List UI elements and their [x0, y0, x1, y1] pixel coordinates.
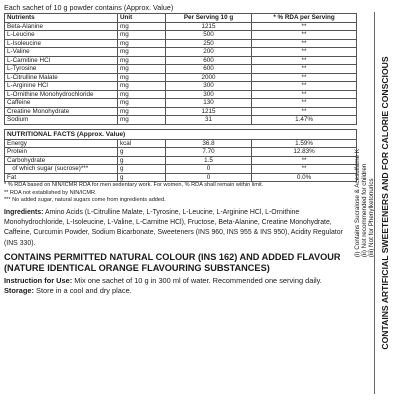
- fact-row-value: 0: [166, 165, 252, 174]
- fact-row-rda: **: [252, 165, 357, 174]
- nutrient-row: [5, 82, 357, 91]
- fact-row-unit: g: [118, 148, 166, 157]
- instruction-text: Mix one sachet of 10 g in 300 ml of water. Recommended one serving daily.: [72, 275, 322, 285]
- nutrient-row-value: 500: [166, 31, 252, 40]
- side-banner: CONTAINS ARTIFICIAL SWEETENERS AND FOR CALORIE CONSCIOUS: [380, 56, 390, 350]
- fact-row: [5, 165, 357, 174]
- header-nutrients: Nutrients: [5, 14, 118, 23]
- nutrient-row-value: 130: [166, 99, 252, 108]
- nutrient-row-rda: **: [252, 82, 357, 91]
- nutrient-row-value: 300: [166, 82, 252, 91]
- fact-row: [5, 173, 357, 182]
- instruction: [4, 276, 356, 286]
- storage-label: Storage:: [4, 285, 34, 295]
- fact-row-name: Energy: [5, 139, 118, 148]
- nutrient-row-unit: mg: [118, 99, 166, 108]
- side-note-2: (ii) Not recommended for children: [360, 163, 368, 258]
- side-note-1: (i) Contains Sucralose & Acesulfame K: [353, 148, 361, 258]
- storage-text: Store in a cool and dry place.: [33, 285, 132, 295]
- nutrient-row-unit: mg: [118, 73, 166, 82]
- nutrient-row-name: L-Arginine HCl: [5, 82, 118, 91]
- nutrient-row: [5, 99, 357, 108]
- nutrient-row-unit: mg: [118, 39, 166, 48]
- nutrient-row: [5, 73, 357, 82]
- ingredients-text: Amino Acids (L-Citrulline Malate, L-Tyrosine, L-Leucine, L-Arginine HCl, L-Ornithine Monohydrochloride, L-Isoleucine, L-Valine, L-Carnitne HCl), Fructose, Beta-Alanine, Creatine Monohydrate, Caffeine, Curcumin Powder, Sodium Bicarbonate, Sweeteners (INS 960, INS 955 & INS 950), Acidity Regulator (INS 330).: [4, 208, 343, 247]
- side-divider: [374, 12, 375, 394]
- fact-row-rda: 0.0%: [252, 173, 357, 182]
- nutrient-row-rda: **: [252, 107, 357, 116]
- fact-row-rda: 1.59%: [252, 139, 357, 148]
- nutrient-row: [5, 90, 357, 99]
- header-rda: * % RDA per Serving: [252, 14, 357, 23]
- nutrient-row-rda: **: [252, 99, 357, 108]
- fact-row-rda: 12.83%: [252, 148, 357, 157]
- nutrient-row-unit: mg: [118, 116, 166, 125]
- nutrient-row-rda: **: [252, 73, 357, 82]
- fact-row: [5, 139, 357, 148]
- nutrient-row: [5, 22, 357, 31]
- fact-row-name: Protein: [5, 148, 118, 157]
- nutrient-row-rda: **: [252, 22, 357, 31]
- nutrient-row-value: 600: [166, 65, 252, 74]
- nutrient-row-unit: mg: [118, 31, 166, 40]
- nutrient-row-value: 2000: [166, 73, 252, 82]
- storage: [4, 286, 356, 296]
- label-panel: [4, 3, 356, 296]
- nutrient-row-name: L-Isoleucine: [5, 39, 118, 48]
- fact-row-value: 0: [166, 173, 252, 182]
- nutrient-row-name: Caffeine: [5, 99, 118, 108]
- nutrient-row-name: L-Valine: [5, 48, 118, 57]
- side-note-3: (iii) Not for Phenylketonurics: [367, 178, 375, 258]
- side-banner-wrap: [378, 10, 392, 396]
- nutrient-row-name: L-Ornithine Monohydrochloride: [5, 90, 118, 99]
- fact-row-name: of which sugar (sucrose)***: [5, 165, 118, 174]
- nutrient-row-unit: mg: [118, 22, 166, 31]
- nutrient-row-name: L-Tyrosine: [5, 65, 118, 74]
- nutrient-row-unit: mg: [118, 56, 166, 65]
- nutrient-row-name: L-Citrulline Malate: [5, 73, 118, 82]
- nutrient-row-rda: **: [252, 65, 357, 74]
- fact-row: [5, 148, 357, 157]
- header-per-serving: Per Serving 10 g: [166, 14, 252, 23]
- nutrient-row-name: Beta-Alanine: [5, 22, 118, 31]
- nutrient-row-value: 1215: [166, 22, 252, 31]
- nutrient-row: [5, 56, 357, 65]
- header-unit: Unit: [118, 14, 166, 23]
- fact-row-unit: g: [118, 156, 166, 165]
- fact-row-unit: g: [118, 165, 166, 174]
- nutrient-row-rda: 1.47%: [252, 116, 357, 125]
- fact-row-rda: **: [252, 156, 357, 165]
- nutrient-row-unit: mg: [118, 90, 166, 99]
- nutrient-row: [5, 48, 357, 57]
- footnotes: [4, 182, 356, 205]
- nutrients-body: [5, 22, 357, 124]
- fact-row: [5, 156, 357, 165]
- nutrients-header-row: [5, 14, 357, 23]
- fact-row-value: 1.5: [166, 156, 252, 165]
- nutrient-row-rda: **: [252, 90, 357, 99]
- nutrition-facts-body: [5, 129, 357, 182]
- nutrition-facts-title: NUTRITIONAL FACTS (Approx. Value): [5, 129, 357, 139]
- nutrient-row-value: 250: [166, 39, 252, 48]
- ingredients-label: Ingredients:: [4, 208, 44, 216]
- nutrient-row-value: 200: [166, 48, 252, 57]
- nutrient-row-rda: **: [252, 39, 357, 48]
- footnote-2: ** RDA not established by NIN/ICMR.: [4, 189, 97, 196]
- nutrient-row-value: 300: [166, 90, 252, 99]
- nutrient-row-name: L-Carnitine HCl: [5, 56, 118, 65]
- footnote-1: * % RDA based on NIN/ICMR RDA for men sedentary work. For women, % RDA shall remain within limit.: [4, 182, 264, 188]
- fact-row-value: 7.70: [166, 148, 252, 157]
- nutrient-row-unit: mg: [118, 48, 166, 57]
- fact-row-value: 36.8: [166, 139, 252, 148]
- nutrient-row: [5, 65, 357, 74]
- nutrient-row: [5, 39, 357, 48]
- ingredients: [4, 208, 356, 249]
- nutrient-row-name: Creatine Monohydrate: [5, 107, 118, 116]
- nutrient-row-rda: **: [252, 56, 357, 65]
- sachet-note: Each sachet of 10 g powder contains (Approx. Value): [4, 3, 174, 12]
- nutrient-row-unit: mg: [118, 107, 166, 116]
- nutrient-row-value: 31: [166, 116, 252, 125]
- nutrient-row-name: L-Leucine: [5, 31, 118, 40]
- fact-row-name: Fat: [5, 173, 118, 182]
- fact-row-name: Carbohydrate: [5, 156, 118, 165]
- instruction-label: Instruction for Use:: [4, 275, 73, 285]
- nutrient-row-unit: mg: [118, 65, 166, 74]
- nutrition-facts-table: [4, 129, 357, 183]
- nutrients-table: [4, 13, 357, 125]
- nutrient-row-value: 600: [166, 56, 252, 65]
- nutrient-row-rda: **: [252, 31, 357, 40]
- nutrient-row-value: 1215: [166, 107, 252, 116]
- nutrient-row: [5, 31, 357, 40]
- nutrient-row-unit: mg: [118, 82, 166, 91]
- fact-row-unit: g: [118, 173, 166, 182]
- nutrient-row: [5, 107, 357, 116]
- nutrient-row-rda: **: [252, 48, 357, 57]
- nutrient-row-name: Sodium: [5, 116, 118, 125]
- side-notes: [353, 10, 375, 396]
- footnote-3: *** No added sugar, natural sugars come from ingredients added.: [4, 197, 166, 204]
- nutrient-row: [5, 116, 357, 125]
- fact-row-unit: kcal: [118, 139, 166, 148]
- colour-statement: CONTAINS PERMITTED NATURAL COLOUR (INS 162) AND ADDED FLAVOUR (NATURE IDENTICAL ORANGE FLAVOURING SUBSTANCES): [4, 251, 341, 274]
